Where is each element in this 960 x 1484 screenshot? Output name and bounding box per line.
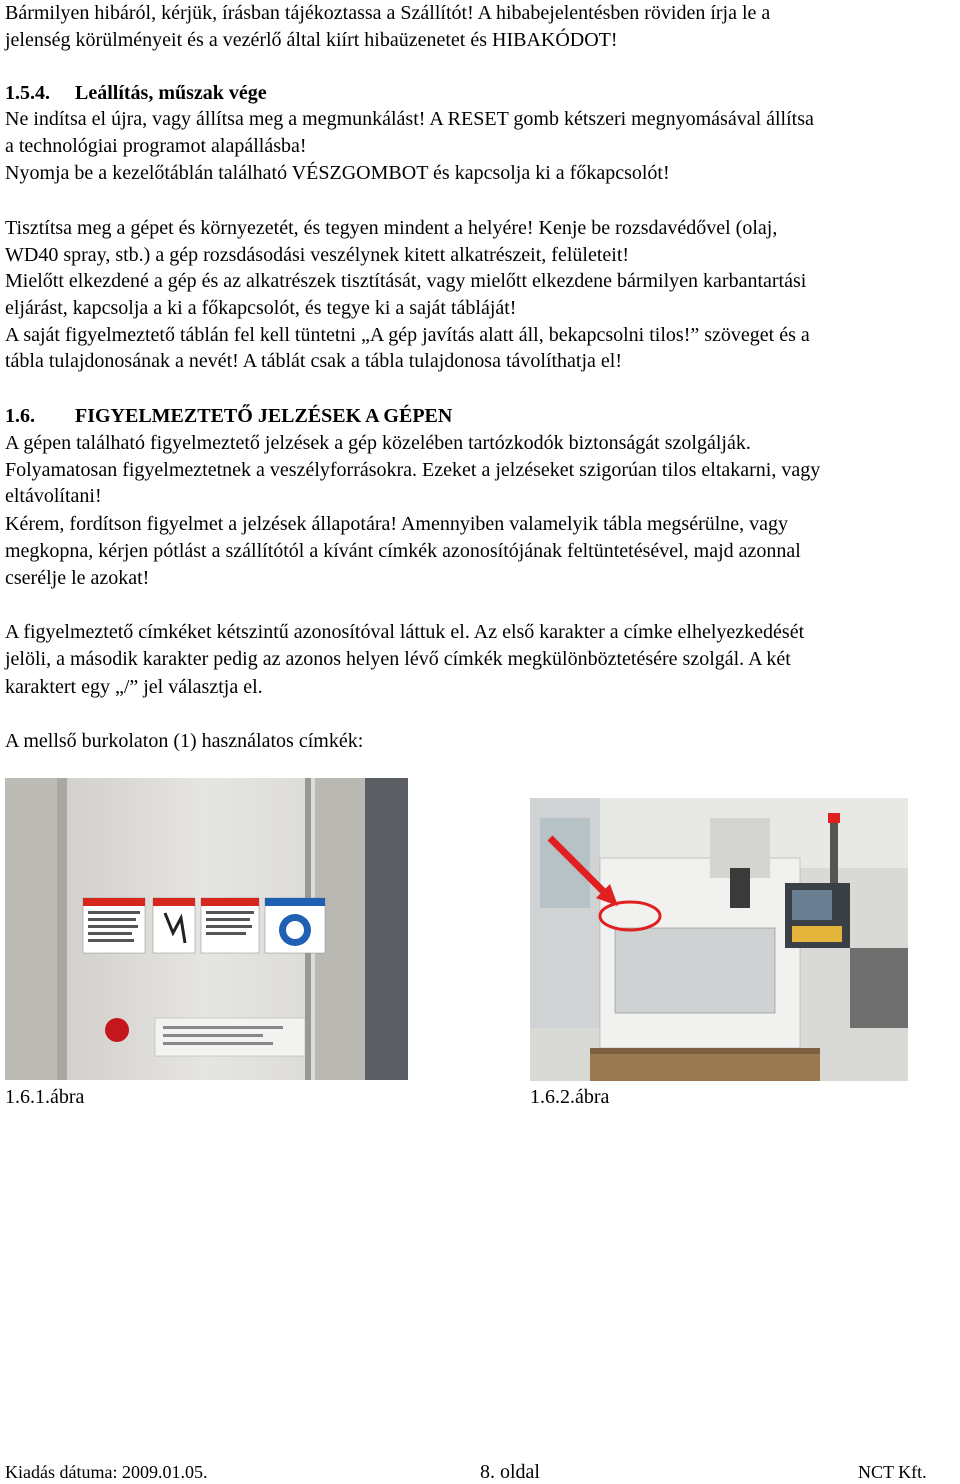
text-line: Tisztítsa meg a gépet és környezetét, és tegyen mindent a helyére! Kenje be rozsdavédővel (olaj,: [5, 217, 778, 239]
section-heading-1-5-4: [5, 80, 267, 106]
figure-2-photo: [530, 798, 908, 1081]
section-number: 1.5.4.: [5, 82, 50, 104]
section-number: 1.6.: [5, 405, 35, 427]
section-title: FIGYELMEZTETŐ JELZÉSEK A GÉPEN: [75, 405, 453, 427]
text-line: a technológiai programot alapállásba!: [5, 135, 307, 157]
red-button-graphic: [105, 1018, 129, 1042]
footer-date: Kiadás dátuma: 2009.01.05.: [5, 1462, 208, 1482]
text-line: A mellső burkolaton (1) használatos címkék:: [5, 730, 364, 752]
text-line: WD40 spray, stb.) a gép rozsdásodási veszélynek kitett alkatrészeit, felületeit!: [5, 244, 630, 266]
warning-label: [83, 898, 145, 953]
text-line: jelenség körülményeit és a vezérlő által kiírt hibaüzenetet és HIBAKÓDOT!: [5, 29, 618, 51]
text-line: A gépen található figyelmeztető jelzések a gép közelében tartózkodók biztonságát szolgálják.: [5, 432, 751, 454]
warning-label: [153, 898, 195, 953]
text-line: Folyamatosan figyelmeztetnek a veszélyforrásokra. Ezeket a jelzéseket szigorúan tilos eltakarni, vagy: [5, 459, 821, 481]
text-line: Nyomja be a kezelőtáblán található VÉSZGOMBOT és kapcsolja ki a főkapcsolót!: [5, 162, 670, 184]
text-line: jelöli, a második karakter pedig az azonos helyen lévő címkék megkülönböztetésére szolgál. A két: [5, 648, 791, 670]
footer-company: NCT Kft.: [858, 1462, 927, 1482]
text-line: eljárást, kapcsolja a ki a főkapcsolót, és tegye ki a saját tábláját!: [5, 297, 517, 319]
warning-label: [201, 898, 259, 953]
text-line: Kérem, fordítson figyelmet a jelzések állapotára! Amennyiben valamelyik tábla megsérülne, vagy: [5, 513, 789, 535]
text-line: A saját figyelmeztető táblán fel kell tüntetni „A gép javítás alatt áll, bekapcsolni tilos!” szöveget és a: [5, 324, 810, 346]
text-line: tábla tulajdonosának a nevét! A táblát csak a tábla tulajdonosa távolíthatja el!: [5, 350, 623, 372]
section-title: Leállítás, műszak vége: [75, 82, 267, 104]
machine-illustration: [530, 798, 908, 1081]
text-line: karaktert egy „/” jel választja el.: [5, 676, 263, 698]
figure-1-photo: [5, 778, 408, 1080]
text-line: A figyelmeztető címkéket kétszintű azonosítóval láttuk el. Az első karakter a címke elhelyezkedését: [5, 621, 805, 643]
footer-page-number: 8. oldal: [480, 1461, 540, 1483]
warning-label: [265, 898, 325, 953]
text-line: megkopna, kérjen pótlást a szállítótól a kívánt címkék azonosítójának feltüntetésével, majd azonnal: [5, 540, 801, 562]
text-line: Bármilyen hibáról, kérjük, írásban tájékoztassa a Szállítót! A hibabejelentésben röviden írja le a: [5, 2, 771, 24]
text-line: cserélje le azokat!: [5, 567, 150, 589]
text-line: Mielőtt elkezdené a gép és az alkatrészek tisztítását, vagy mielőtt elkezdene bármilyen karbantartási: [5, 270, 807, 292]
figure-1-caption: 1.6.1.ábra: [5, 1086, 85, 1108]
figure-2-caption: 1.6.2.ábra: [530, 1086, 610, 1108]
front-panel-illustration: [5, 778, 408, 1080]
text-line: eltávolítani!: [5, 485, 102, 507]
text-line: Ne indítsa el újra, vagy állítsa meg a megmunkálást! A RESET gomb kétszeri megnyomásával állítsa: [5, 108, 814, 130]
section-heading-1-6: [5, 403, 452, 429]
